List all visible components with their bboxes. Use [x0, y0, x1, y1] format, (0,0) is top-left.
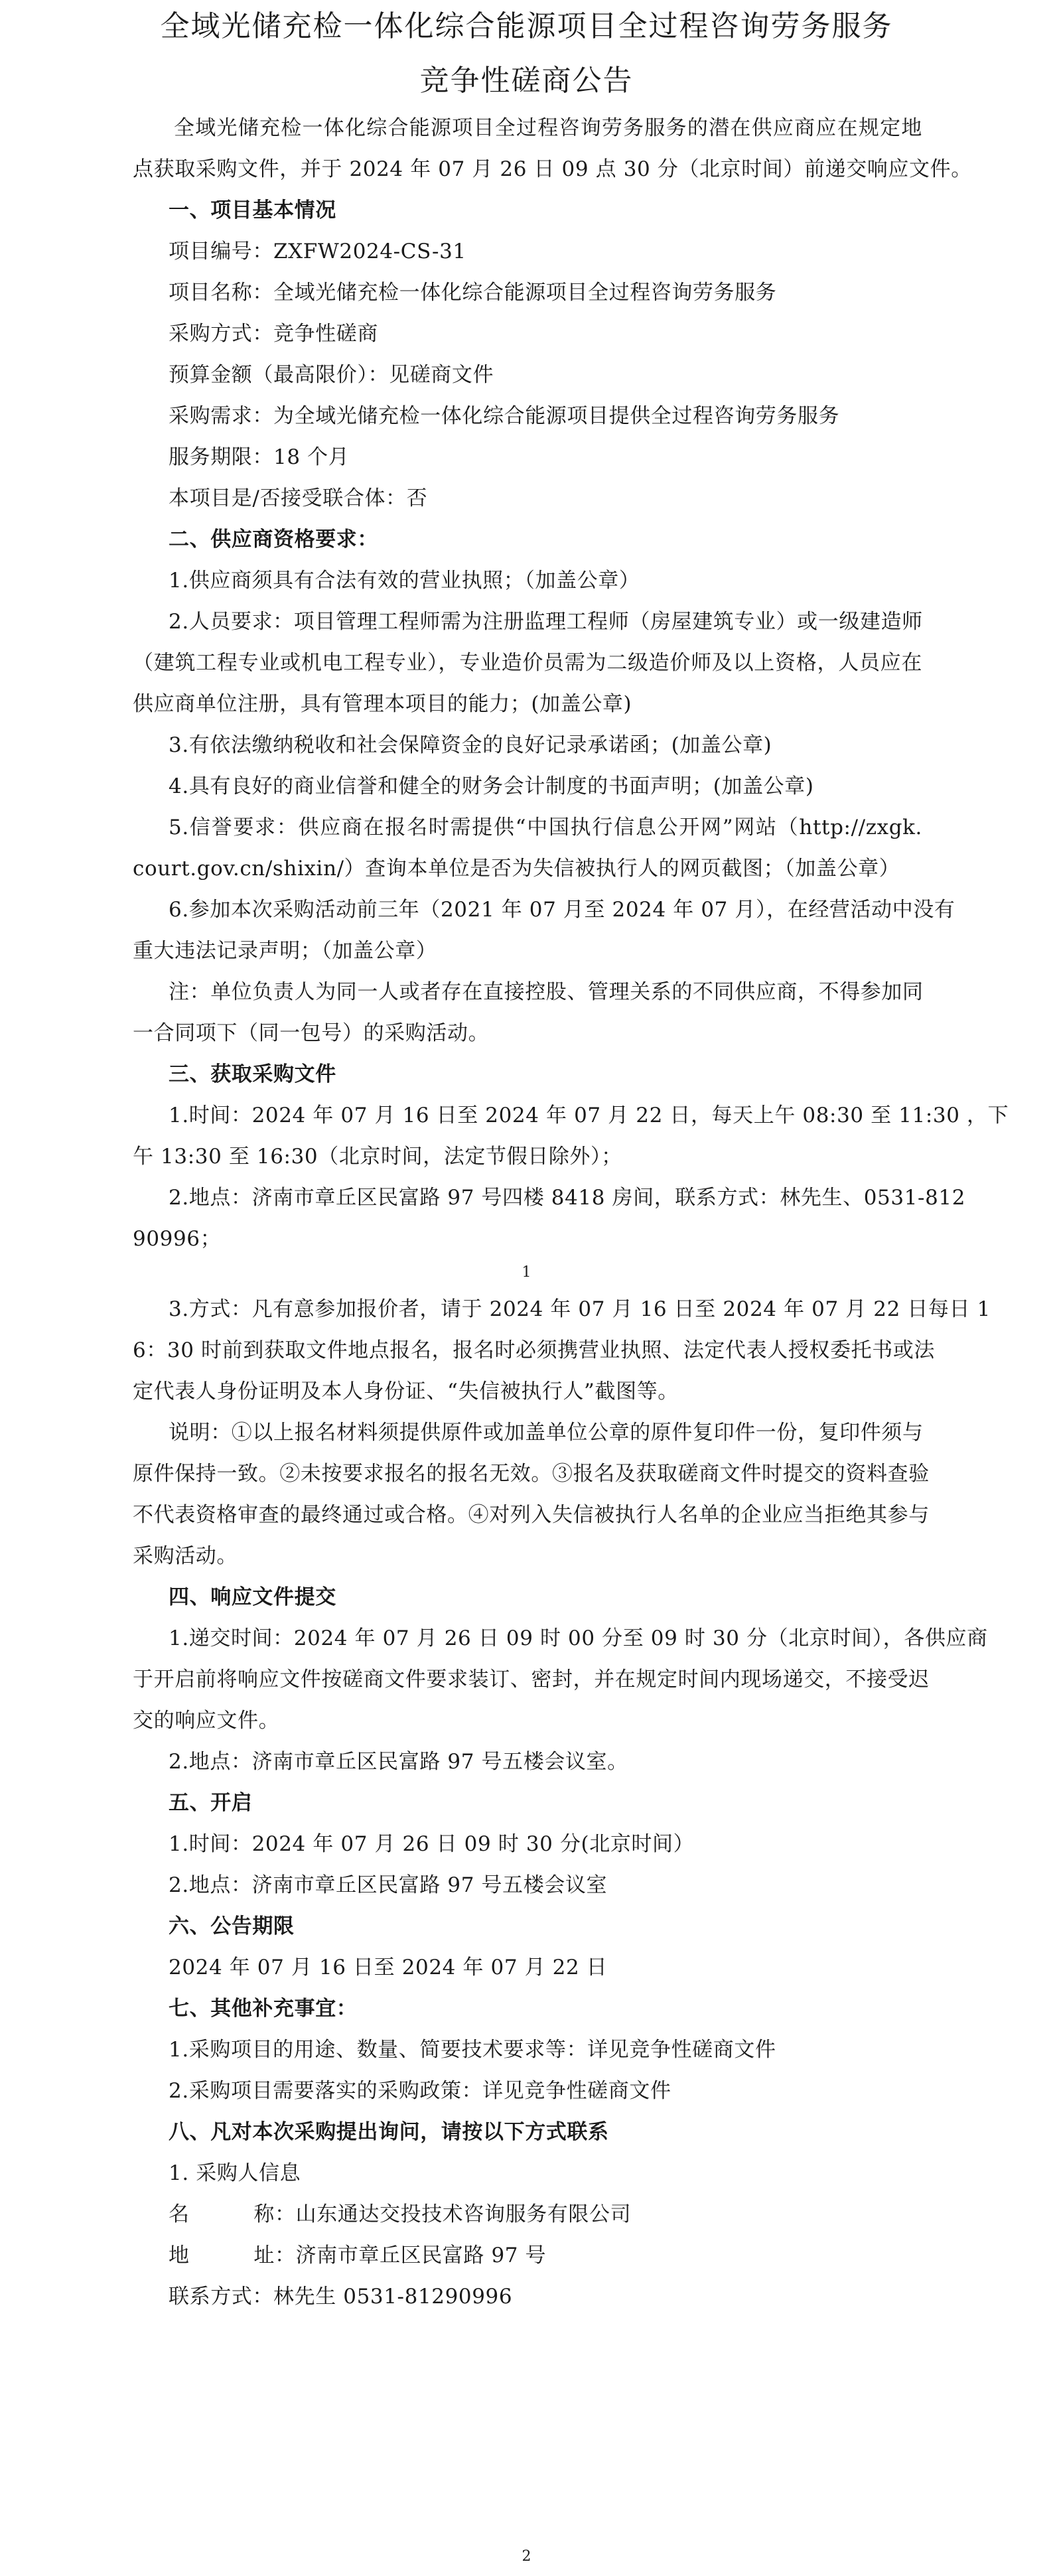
section3-heading: 三、获取采购文件	[169, 1062, 336, 1086]
page-number-1: 1	[522, 1264, 531, 1281]
submit-time-line2: 于开启前将响应文件按磋商文件要求装订、密封，并在规定时间内现场递交，不接受迟	[133, 1668, 930, 1691]
obtain-note-line2: 原件保持一致。②未按要求报名的报名无效。③报名及获取磋商文件时提交的资料查验	[133, 1462, 930, 1486]
budget: 预算金额（最高限价）：见磋商文件	[169, 363, 494, 387]
project-name: 项目名称：全域光储充检一体化综合能源项目全过程咨询劳务服务	[169, 281, 777, 305]
req-note-line2: 一合同项下（同一包号）的采购活动。	[133, 1021, 490, 1045]
req-2-line1: 2.人员要求：项目管理工程师需为注册监理工程师（房屋建筑专业）或一级建造师	[169, 610, 923, 634]
req-3: 3.有依法缴纳税收和社会保障资金的良好记录承诺函；(加盖公章)	[169, 733, 772, 757]
section5-heading: 五、开启	[169, 1791, 253, 1815]
intro-line2: 点获取采购文件，并于 2024 年 07 月 26 日 09 点 30 分（北京时间）前递交响应文件。	[133, 157, 972, 181]
purchaser-info-heading: 1. 采购人信息	[169, 2161, 301, 2185]
section6-heading: 六、公告期限	[169, 1914, 295, 1938]
opening-time: 1.时间：2024 年 07 月 26 日 09 时 30 分(北京时间）	[169, 1832, 695, 1856]
purchaser-address-value: ：济南市章丘区民富路 97 号	[275, 2244, 547, 2267]
procurement-method: 采购方式：竞争性磋商	[169, 322, 378, 346]
req-1: 1.供应商须具有合法有效的营业执照；（加盖公章）	[169, 569, 640, 593]
procurement-demand: 采购需求：为全域光储充检一体化综合能源项目提供全过程咨询劳务服务	[169, 404, 840, 428]
purchaser-name-label: 名 称	[169, 2202, 275, 2226]
req-5-line2: court.gov.cn/shixin/）查询本单位是否为失信被执行人的网页截图；（加盖公章）	[133, 857, 900, 881]
obtain-place-line2: 90996；	[133, 1227, 222, 1251]
purchaser-address-label: 地 址	[169, 2244, 275, 2267]
notice-period: 2024 年 07 月 16 日至 2024 年 07 月 22 日	[169, 1956, 608, 1979]
intro-line1: 全域光储充检一体化综合能源项目全过程咨询劳务服务的潜在供应商应在规定地	[174, 116, 922, 140]
other-2: 2.采购项目需要落实的采购政策：详见竞争性磋商文件	[169, 2079, 671, 2103]
obtain-method-line1: 3.方式：凡有意参加报价者，请于 2024 年 07 月 16 日至 2024 年 07 月 22 日每日 1	[169, 1297, 991, 1321]
req-6-line2: 重大违法记录声明；（加盖公章）	[133, 939, 437, 963]
obtain-time-line1: 1.时间：2024 年 07 月 16 日至 2024 年 07 月 22 日，每天上午 08:30 至 11:30 ，下	[169, 1104, 1009, 1127]
purchaser-address-row	[169, 2246, 958, 2266]
obtain-note-line3: 不代表资格审查的最终通过或合格。④对列入失信被执行人名单的企业应当拒绝其参与	[133, 1503, 930, 1527]
submit-time-line3: 交的响应文件。	[133, 1709, 280, 1733]
section4-heading: 四、响应文件提交	[169, 1585, 336, 1609]
doc-title-line1: 全域光储充检一体化综合能源项目全过程咨询劳务服务	[160, 9, 893, 43]
req-5-line1: 5.信誉要求：供应商在报名时需提供“中国执行信息公开网”网站（http://zxgk.	[169, 816, 922, 839]
section2-heading: 二、供应商资格要求：	[169, 528, 378, 551]
service-period: 服务期限：18 个月	[169, 445, 350, 469]
page-number-2: 2	[522, 2548, 531, 2565]
req-2-line3: 供应商单位注册，具有管理本项目的能力；(加盖公章)	[133, 692, 632, 716]
obtain-note-line1: 说明：①以上报名材料须提供原件或加盖单位公章的原件复印件一份，复印件须与	[169, 1421, 924, 1445]
obtain-method-line2: 6：30 时前到获取文件地点报名，报名时必须携营业执照、法定代表人授权委托书或法	[133, 1338, 936, 1362]
section1-heading: 一、项目基本情况	[169, 198, 336, 222]
obtain-method-line3: 定代表人身份证明及本人身份证、“失信被执行人”截图等。	[133, 1380, 679, 1403]
purchaser-name-row	[169, 2204, 958, 2225]
submit-time-line1: 1.递交时间：2024 年 07 月 26 日 09 时 00 分至 09 时 30 分（北京时间），各供应商	[169, 1626, 988, 1650]
purchaser-name-value: ：山东通达交投技术咨询服务有限公司	[275, 2202, 632, 2226]
section8-heading: 八、凡对本次采购提出询问，请按以下方式联系	[169, 2120, 609, 2144]
req-4: 4.具有良好的商业信誉和健全的财务会计制度的书面声明；(加盖公章)	[169, 774, 814, 798]
consortium: 本项目是/否接受联合体：否	[169, 486, 428, 510]
obtain-place-line1: 2.地点：济南市章丘区民富路 97 号四楼 8418 房间，联系方式：林先生、0531-812	[169, 1186, 966, 1210]
req-6-line1: 6.参加本次采购活动前三年（2021 年 07 月至 2024 年 07 月），在经营活动中没有	[169, 898, 955, 922]
obtain-note-line4: 采购活动。	[133, 1544, 238, 1568]
other-1: 1.采购项目的用途、数量、简要技术要求等：详见竞争性磋商文件	[169, 2038, 776, 2062]
doc-title-line2: 竞争性磋商公告	[419, 64, 634, 98]
purchaser-contact: 联系方式：林先生 0531-81290996	[169, 2285, 513, 2309]
req-2-line2: （建筑工程专业或机电工程专业），专业造价员需为二级造价师及以上资格，人员应在	[133, 651, 922, 675]
submit-place: 2.地点：济南市章丘区民富路 97 号五楼会议室。	[169, 1750, 628, 1774]
section7-heading: 七、其他补充事宜：	[169, 1997, 358, 2021]
req-note-line1: 注：单位负责人为同一人或者存在直接控股、管理关系的不同供应商，不得参加同	[169, 980, 924, 1004]
obtain-time-line2: 午 13:30 至 16:30（北京时间，法定节假日除外）；	[133, 1145, 622, 1169]
opening-place: 2.地点：济南市章丘区民富路 97 号五楼会议室	[169, 1873, 608, 1897]
project-number: 项目编号：ZXFW2024-CS-31	[169, 240, 466, 263]
